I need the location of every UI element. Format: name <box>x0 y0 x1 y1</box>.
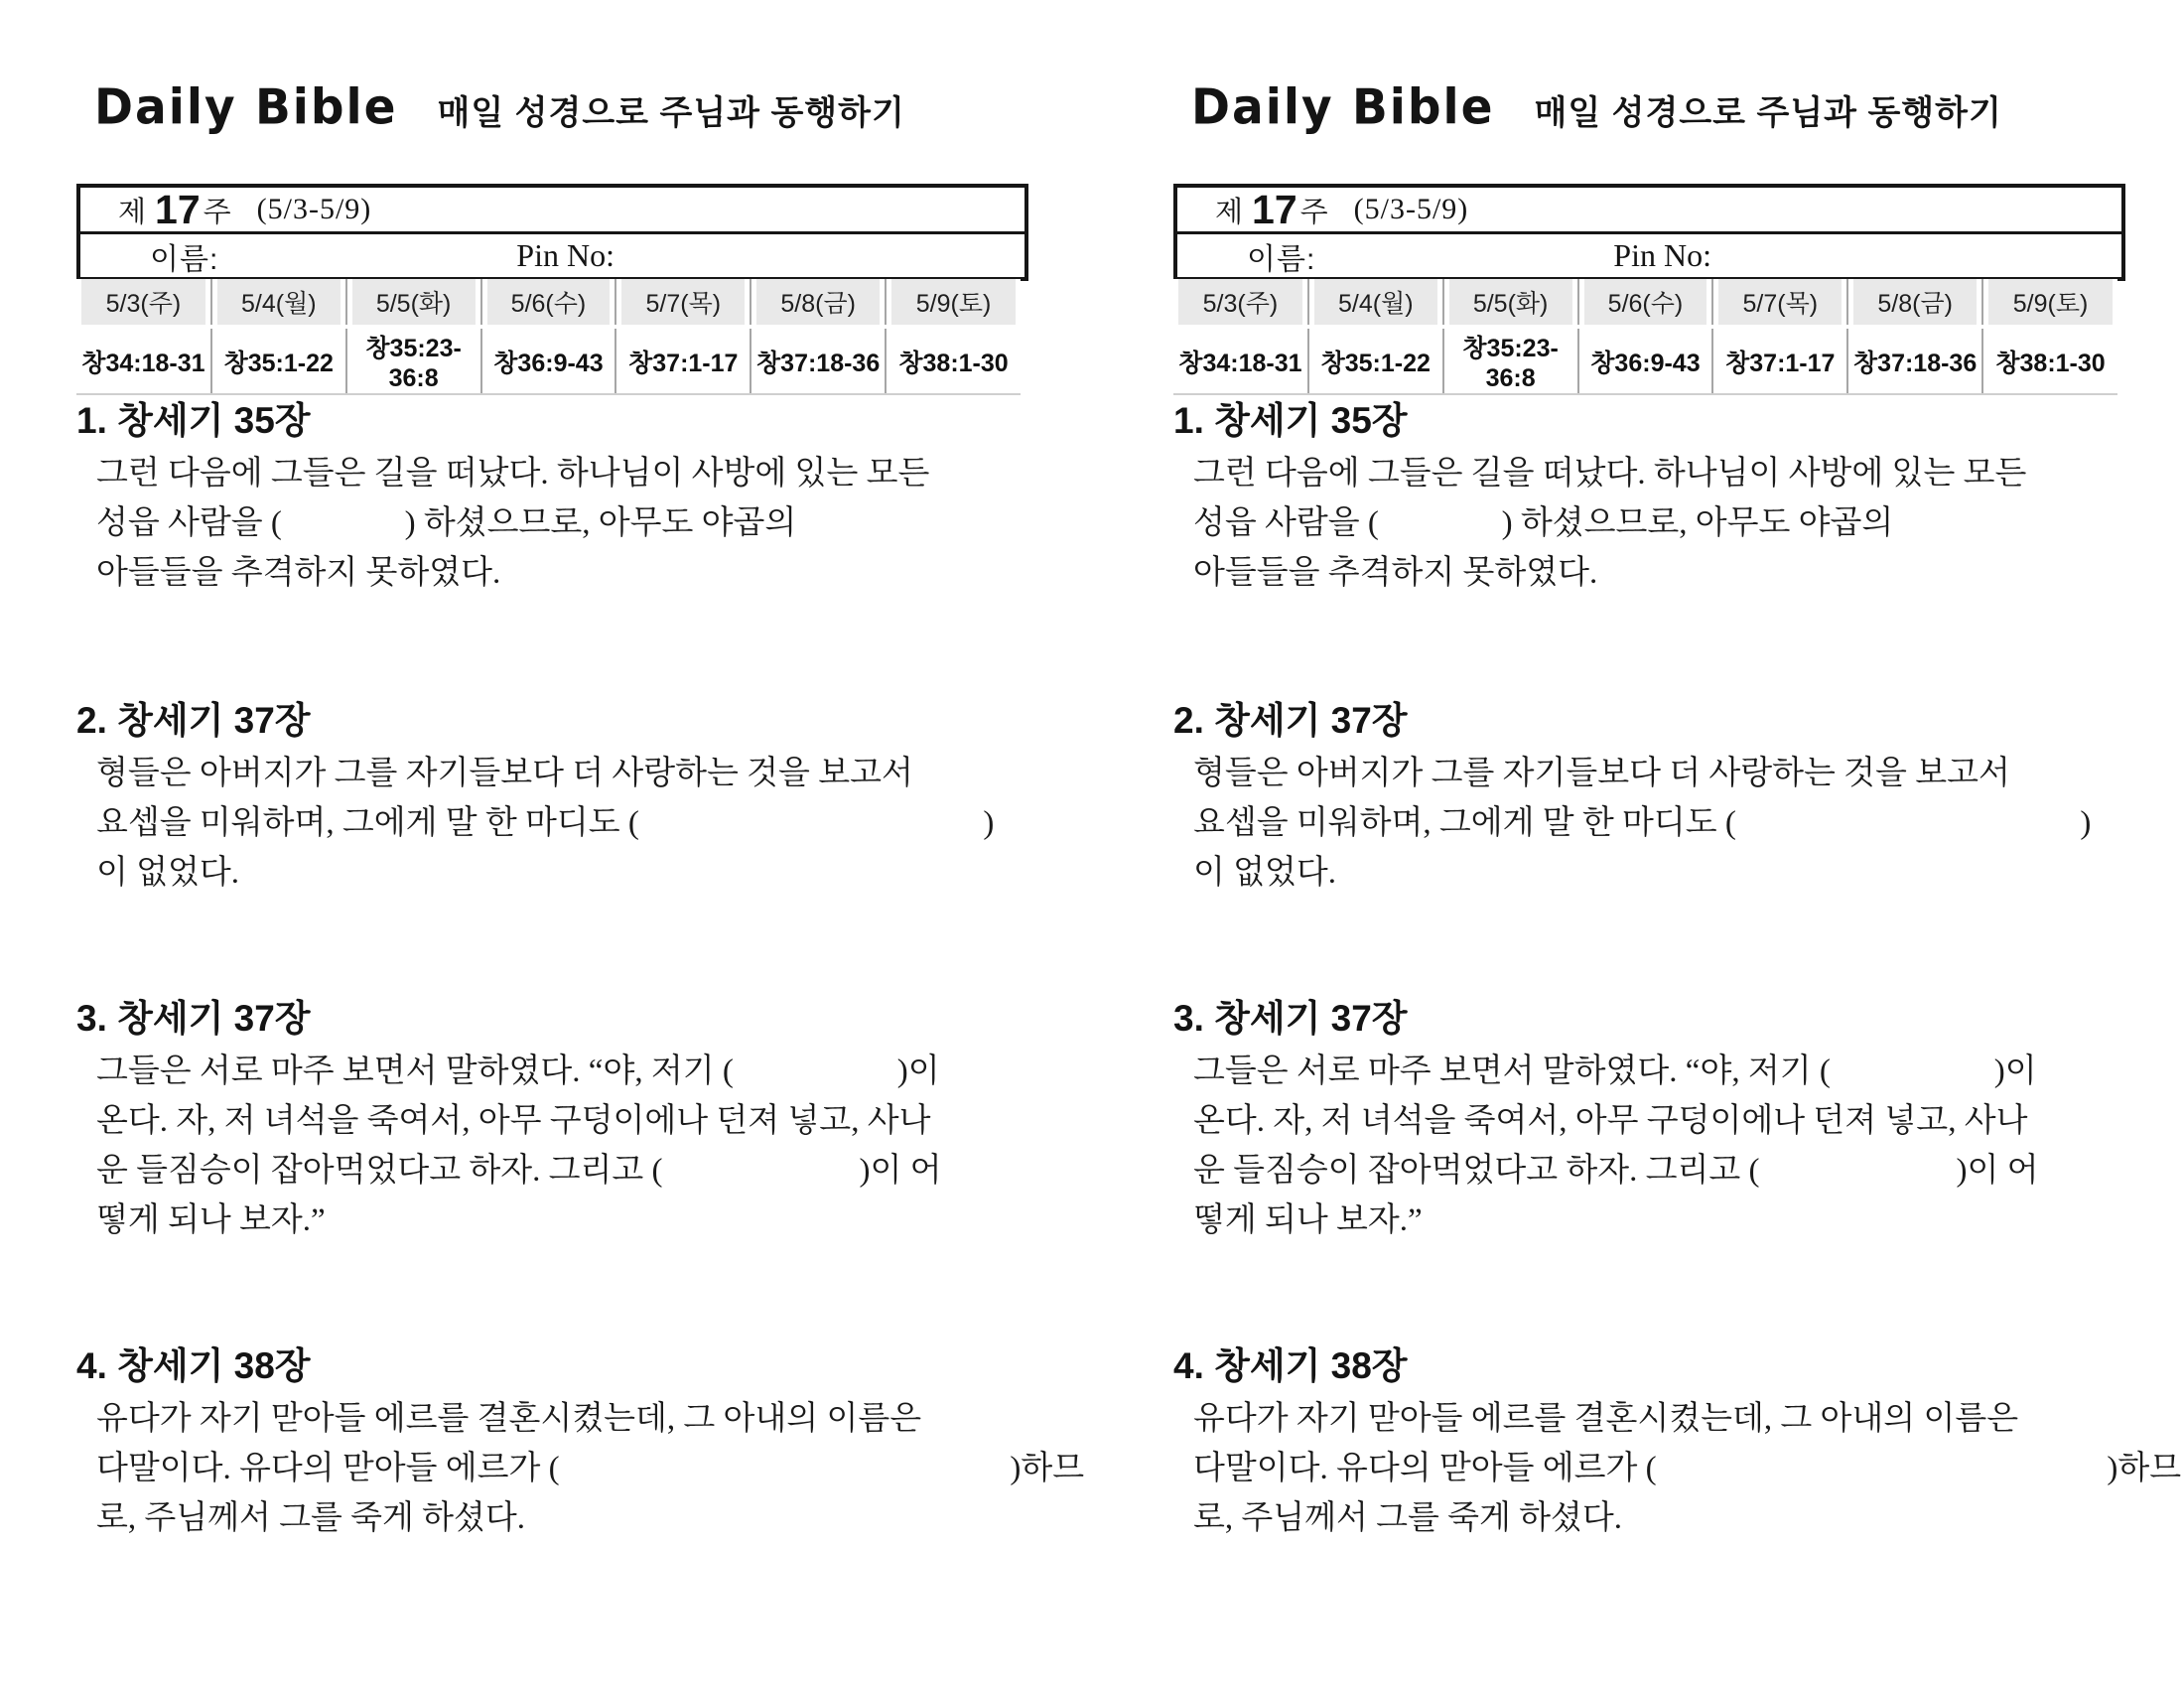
masthead <box>94 78 905 136</box>
schedule-day: 5/7(목) <box>615 279 751 327</box>
week-number: 17 <box>155 186 201 232</box>
question-2-line-blank: 요셉을 미워하며, 그에게 말 한 마디도 ( ) <box>1193 805 2092 841</box>
question-4-line-blank: 다말이다. 유다의 맏아들 에르가 ( )하므 <box>96 1451 1085 1486</box>
pin-write-area <box>614 234 1024 277</box>
question-1-line: 아들들을 추격하지 못하였다. <box>1193 555 1598 591</box>
schedule-readings-row <box>76 327 1021 394</box>
question-4-line-blank: 다말이다. 유다의 맏아들 에르가 ( )하므 <box>1193 1451 2182 1486</box>
daily-bible-logo: Daily Bible <box>1191 78 1495 136</box>
question-2-line-blank: 요셉을 미워하며, 그에게 말 한 마디도 ( ) <box>96 805 995 841</box>
schedule-reading: 창37:18-36 <box>751 327 886 394</box>
schedule-day: 5/8(금) <box>1847 279 1982 327</box>
schedule-days-row <box>76 279 1021 327</box>
schedule-day: 5/4(월) <box>211 279 346 327</box>
question-3-line-blank: 그들은 서로 마주 보면서 말하였다. “야, 저기 ( )이 <box>96 1054 940 1089</box>
schedule-readings-row <box>1173 327 2117 394</box>
masthead <box>1191 78 2002 136</box>
schedule-day: 5/6(수) <box>1578 279 1713 327</box>
worksheet-column-right <box>1171 0 2182 1688</box>
schedule-reading: 창38:1-30 <box>1982 327 2117 394</box>
question-1 <box>1173 399 2126 598</box>
question-2-line: 이 없었다. <box>1193 855 1337 891</box>
week-label-suffix: 주 <box>203 196 231 228</box>
question-2-title: 2. 창세기 37장 <box>1173 700 1408 741</box>
schedule-day: 5/8(금) <box>751 279 886 327</box>
week-label-prefix: 제 <box>1215 196 1244 228</box>
schedule-reading: 창37:1-17 <box>615 327 751 394</box>
question-2-title: 2. 창세기 37장 <box>76 700 311 741</box>
question-3-line: 온다. 자, 저 녀석을 죽여서, 아무 구덩이에나 던져 넣고, 사나 <box>1193 1103 2028 1139</box>
schedule-day: 5/9(토) <box>886 279 1021 327</box>
question-4-line: 로, 주님께서 그를 죽게 하셨다. <box>96 1500 526 1536</box>
pin-write-area <box>1711 234 2121 277</box>
question-3-line-blank: 운 들짐승이 잡아먹었다고 하자. 그리고 ( )이 어 <box>1193 1153 2039 1189</box>
question-3-line-blank: 운 들짐승이 잡아먹었다고 하자. 그리고 ( )이 어 <box>96 1153 942 1189</box>
question-3-title: 3. 창세기 37장 <box>1173 998 1408 1039</box>
question-1-line-blank: 성읍 사람을 ( ) 하셨으므로, 아무도 야곱의 <box>96 505 797 541</box>
week-row <box>1177 188 2121 234</box>
question-3-line: 떻게 되나 보자.” <box>96 1202 326 1238</box>
question-4 <box>1173 1344 2182 1543</box>
schedule-day: 5/3(주) <box>76 279 211 327</box>
schedule-day: 5/3(주) <box>1173 279 1308 327</box>
question-4-title: 4. 창세기 38장 <box>76 1345 311 1386</box>
schedule-day: 5/6(수) <box>481 279 616 327</box>
question-2-line: 형들은 아버지가 그를 자기들보다 더 사랑하는 것을 보고서 <box>96 756 913 791</box>
name-label: 이름: <box>150 242 219 276</box>
question-1-line: 그런 다음에 그들은 길을 떠났다. 하나님이 사방에 있는 모든 <box>96 456 930 492</box>
week-date-range: (5/3-5/9) <box>256 193 372 225</box>
question-4 <box>76 1344 1085 1543</box>
schedule-reading: 창35:23-36:8 <box>346 327 481 394</box>
reading-schedule-table <box>1173 279 2117 395</box>
question-4-title: 4. 창세기 38장 <box>1173 1345 1408 1386</box>
worksheet-column-left <box>74 0 1085 1688</box>
schedule-reading: 창36:9-43 <box>481 327 616 394</box>
schedule-day: 5/5(화) <box>346 279 481 327</box>
question-1-title: 1. 창세기 35장 <box>76 400 311 441</box>
week-label-prefix: 제 <box>118 196 147 228</box>
masthead-subtitle: 매일 성경으로 주님과 동행하기 <box>437 94 905 132</box>
week-row <box>80 188 1024 234</box>
schedule-reading: 창35:23-36:8 <box>1443 327 1578 394</box>
schedule-reading: 창35:1-22 <box>1308 327 1443 394</box>
schedule-reading: 창38:1-30 <box>886 327 1021 394</box>
question-2 <box>1173 699 2126 898</box>
question-3-line: 온다. 자, 저 녀석을 죽여서, 아무 구덩이에나 던져 넣고, 사나 <box>96 1103 931 1139</box>
name-row <box>80 234 1024 277</box>
schedule-day: 5/9(토) <box>1982 279 2117 327</box>
schedule-day: 5/4(월) <box>1308 279 1443 327</box>
question-3-line: 떻게 되나 보자.” <box>1193 1202 1423 1238</box>
question-1 <box>76 399 1029 598</box>
week-info-box <box>1173 184 2125 281</box>
name-row <box>1177 234 2121 277</box>
pin-no-label: Pin No: <box>516 237 614 273</box>
pin-no-label: Pin No: <box>1613 237 1711 273</box>
question-2-line: 이 없었다. <box>96 855 240 891</box>
question-3 <box>76 997 1029 1245</box>
question-1-line-blank: 성읍 사람을 ( ) 하셨으므로, 아무도 야곱의 <box>1193 505 1894 541</box>
question-4-line: 로, 주님께서 그를 죽게 하셨다. <box>1193 1500 1623 1536</box>
week-date-range: (5/3-5/9) <box>1353 193 1469 225</box>
schedule-day: 5/5(화) <box>1443 279 1578 327</box>
question-3-title: 3. 창세기 37장 <box>76 998 311 1039</box>
week-info-box <box>76 184 1028 281</box>
masthead-subtitle: 매일 성경으로 주님과 동행하기 <box>1534 94 2002 132</box>
question-1-line: 그런 다음에 그들은 길을 떠났다. 하나님이 사방에 있는 모든 <box>1193 456 2027 492</box>
daily-bible-logo: Daily Bible <box>94 78 398 136</box>
schedule-days-row <box>1173 279 2117 327</box>
schedule-reading: 창37:18-36 <box>1847 327 1982 394</box>
schedule-reading: 창37:1-17 <box>1712 327 1847 394</box>
question-3-line-blank: 그들은 서로 마주 보면서 말하였다. “야, 저기 ( )이 <box>1193 1054 2037 1089</box>
question-3 <box>1173 997 2126 1245</box>
reading-schedule-table <box>76 279 1021 395</box>
question-2-line: 형들은 아버지가 그를 자기들보다 더 사랑하는 것을 보고서 <box>1193 756 2010 791</box>
week-label-suffix: 주 <box>1299 196 1328 228</box>
schedule-reading: 창36:9-43 <box>1578 327 1713 394</box>
question-4-line: 유다가 자기 맏아들 에르를 결혼시켰는데, 그 아내의 이름은 <box>96 1401 922 1437</box>
schedule-reading: 창35:1-22 <box>211 327 346 394</box>
question-4-line: 유다가 자기 맏아들 에르를 결혼시켰는데, 그 아내의 이름은 <box>1193 1401 2019 1437</box>
question-2 <box>76 699 1029 898</box>
week-number: 17 <box>1252 186 1297 232</box>
schedule-day: 5/7(목) <box>1712 279 1847 327</box>
name-label: 이름: <box>1247 242 1316 276</box>
schedule-reading: 창34:18-31 <box>1173 327 1308 394</box>
question-1-title: 1. 창세기 35장 <box>1173 400 1408 441</box>
question-1-line: 아들들을 추격하지 못하였다. <box>96 555 501 591</box>
schedule-reading: 창34:18-31 <box>76 327 211 394</box>
